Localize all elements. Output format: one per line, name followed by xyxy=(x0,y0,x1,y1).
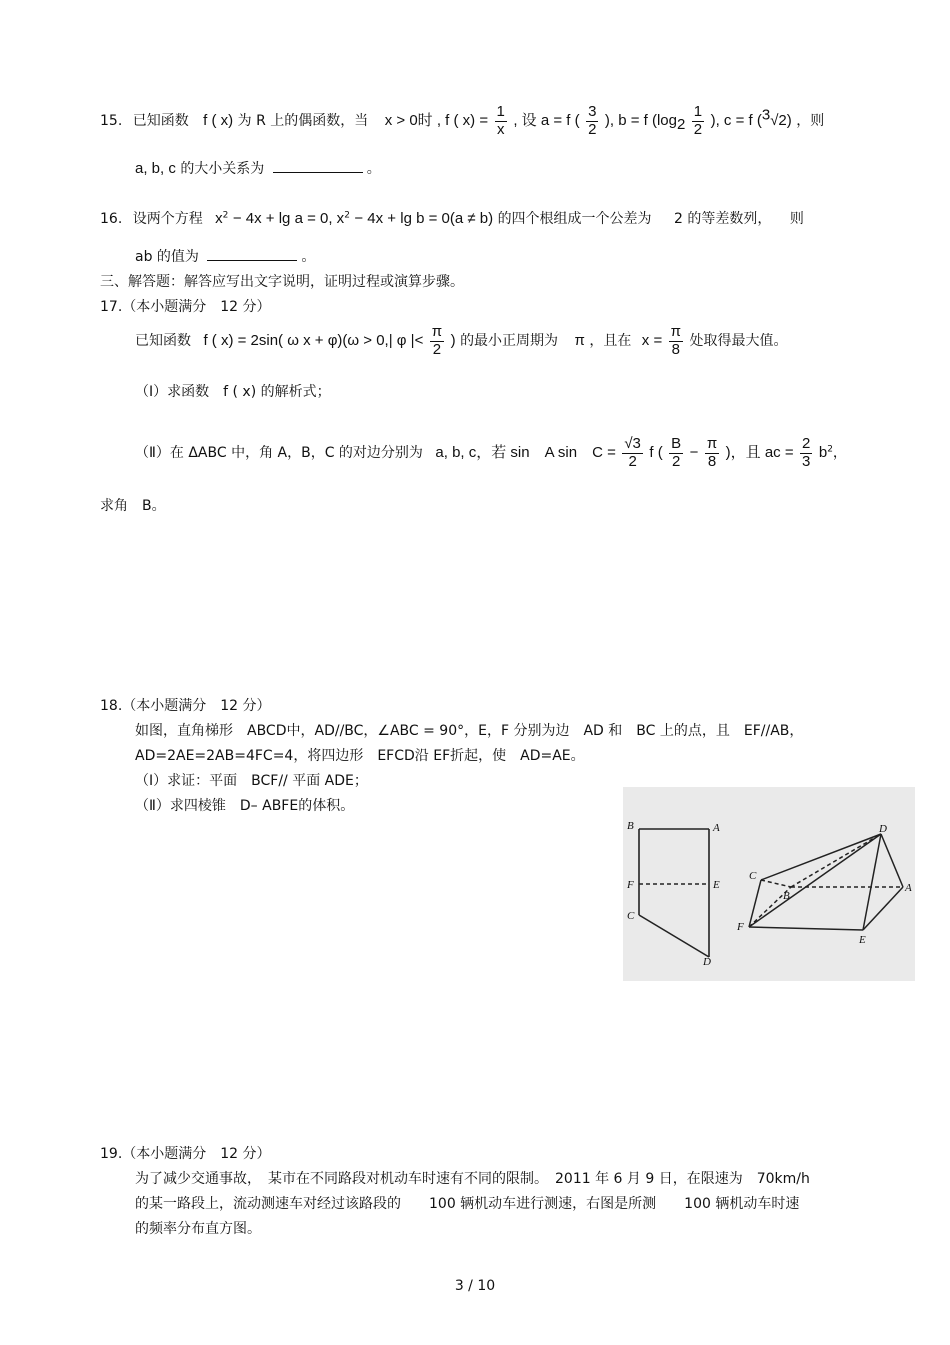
q19-line3: 的频率分布直方图。 xyxy=(135,1221,261,1237)
label-f: F xyxy=(627,879,634,891)
q19-head: 19.（本小题满分 12 分） xyxy=(100,1146,271,1162)
label-c: C xyxy=(627,910,635,922)
q18-head: 18.（本小题满分 12 分） xyxy=(100,698,271,714)
q18-line1: 如图，直角梯形 ABCD中，AD//BC，∠ABC = 90°，E，F 分别为边 AD 和 BC 上的点，且 EF//AB， xyxy=(135,723,804,739)
label-d: D xyxy=(703,956,711,968)
answer-blank xyxy=(273,160,363,173)
fraction: $\frac{√3}{2}$ xyxy=(624,435,641,470)
fraction: $\frac{\pi}{8}$ xyxy=(670,323,682,358)
q19-line2: 的某一路段上，流动测速车对经过该路段的 100 辆机动车进行测速，右图是所测 100 辆机动车时速 xyxy=(135,1196,800,1212)
q17-part2: （Ⅱ）在 ΔABC 中，角 A，B，C 的对边分别为 a, b, c，若 sin A sin C = $\frac{√3}{2}$ f ( $\frac{B}{2}$ − $\frac{\pi}{8}$ )，且 ac = $\frac{2}{3}$ $b^2$， xyxy=(135,435,847,470)
geometry-figure xyxy=(623,787,915,981)
q18-line2: AD=2AE=2AB=4FC=4，将四边形 EFCD沿 EF折起，使 AD=AE。 xyxy=(135,748,585,764)
fraction: $\frac{3}{2}$ xyxy=(588,103,597,138)
flat-trapezoid xyxy=(639,829,709,957)
q18-part1: （Ⅰ）求证：平面 BCF// 平面 ADE； xyxy=(135,773,368,789)
label-e: E xyxy=(713,879,720,891)
label-c: C xyxy=(749,870,757,882)
folded-solid xyxy=(749,834,903,930)
fraction: $\frac{1}{x}$ xyxy=(496,103,505,138)
page-number: 3 / 10 xyxy=(454,1278,496,1294)
trapezoid-fold-diagram xyxy=(623,787,915,981)
q18-part2: （Ⅱ）求四棱锥 D– ABFE的体积。 xyxy=(135,798,355,814)
q15-line1: 15. 已知函数 f ( x) 为 R 上的偶函数，当 x > 0时 , f ( x) = $\frac{1}{x}$ , 设 a = f ( $\frac{3}{2}$ ), b = f ($\log_2$ $\frac{1}{2}$ ), c = f ($^3$√2) ，则 xyxy=(100,103,825,138)
label-f: F xyxy=(737,921,744,933)
label-e: E xyxy=(859,934,866,946)
fraction: $\frac{\pi}{8}$ xyxy=(706,435,718,470)
q16-line1: 16. 设两个方程 $x^2 - 4x + \lg a = 0$, $x^2 - 4x + \lg b = 0(a \ne b)$ 的四个根组成一个公差为 2 的等差数列， 则 xyxy=(100,210,804,227)
fraction: $\frac{\pi}{2}$ xyxy=(431,323,443,358)
label-a: A xyxy=(713,822,720,834)
q17-head: 17.（本小题满分 12 分） xyxy=(100,299,271,315)
fraction: $\frac{B}{2}$ xyxy=(671,435,682,470)
q19-line1: 为了减少交通事故， 某市在不同路段对机动车时速有不同的限制。 2011 年 6 月 9 日，在限速为 70km/h xyxy=(135,1171,810,1187)
answer-blank xyxy=(207,248,297,261)
label-a: A xyxy=(905,882,912,894)
q17-part2-end: 求角 B。 xyxy=(100,498,166,514)
section-heading: 三、解答题：解答应写出文字说明，证明过程或演算步骤。 xyxy=(100,274,464,290)
q16-line2: ab 的值为 。 xyxy=(135,249,316,265)
q17-part1: （Ⅰ）求函数 f ( x) 的解析式； xyxy=(135,384,331,400)
q15-line2: a, b, c 的大小关系为 。 xyxy=(135,160,381,177)
fraction: $\frac{2}{3}$ xyxy=(802,435,811,470)
label-b: B xyxy=(627,820,634,832)
label-b: B xyxy=(783,890,790,902)
fraction: $\frac{1}{2}$ xyxy=(693,103,703,138)
label-d: D xyxy=(879,823,887,835)
q17-line1: 已知函数 f ( x) = 2sin( ω x + φ)(ω > 0,| φ |< $\frac{\pi}{2}$ ) 的最小正周期为 π ，且在 x = $\frac{\pi}{8}$ 处取得最大值。 xyxy=(135,323,788,358)
